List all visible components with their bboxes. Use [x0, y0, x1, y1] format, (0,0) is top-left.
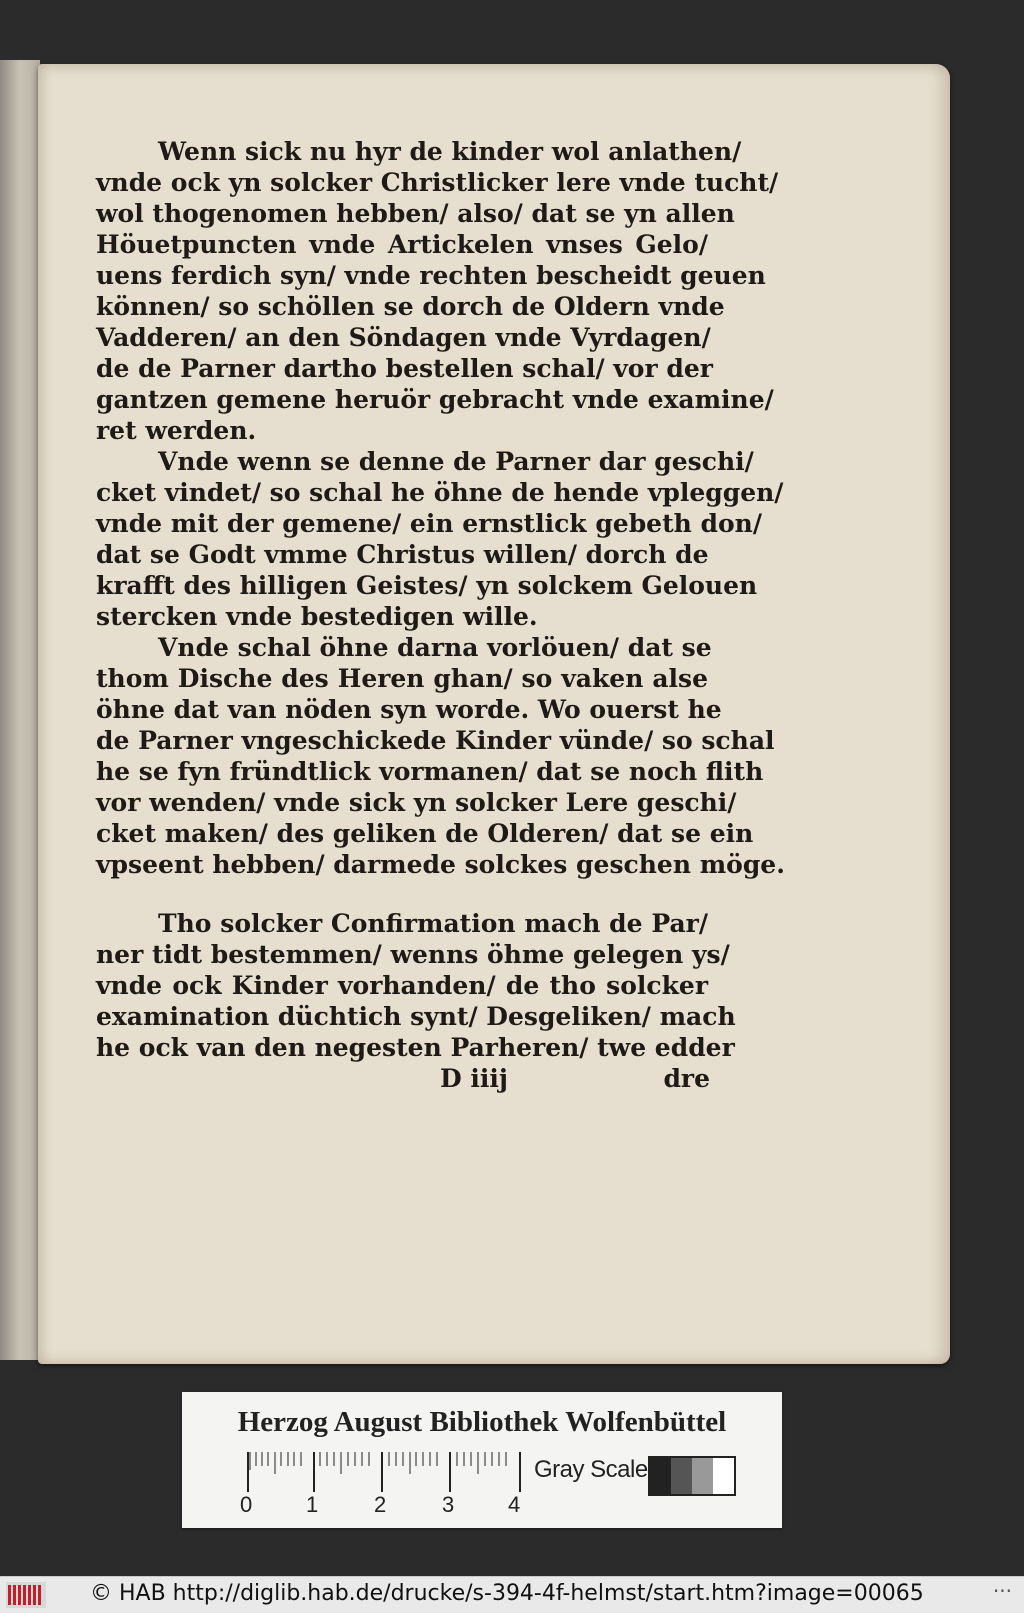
text-line: dat se Godt vmme Christus willen/ dorch de [96, 540, 709, 569]
gray-swatch [650, 1458, 671, 1494]
text-line: Tho solcker Confirmation mach de Par/ [158, 909, 708, 938]
ruler-number: 0 [240, 1492, 253, 1517]
page-text [96, 136, 785, 1063]
text-line: Wenn sick nu hyr de kinder wol anlathen/ [158, 137, 742, 166]
text-line: krafft des hilligen Geistes/ yn solckem Gelouen [96, 571, 758, 600]
text-line: ner tidt bestemmen/ wenns öhme gelegen ys/ [96, 940, 730, 969]
text-line: vor wenden/ vnde sick yn solcker Lere geschi/ [96, 788, 737, 817]
catchword: dre [663, 1064, 710, 1093]
paragraph-1 [96, 136, 779, 446]
source-url-link[interactable]: © HAB http://diglib.hab.de/drucke/s-394-4f-helmst/start.htm?image=00065 [90, 1581, 924, 1606]
hab-logo-icon [6, 1582, 46, 1608]
ruler-numbers [240, 1492, 540, 1518]
ruler-number: 4 [508, 1492, 521, 1517]
paragraph-2 [96, 446, 784, 632]
paragraph-4 [96, 908, 736, 1063]
text-line: vpseent hebben/ darmede solckes geschen möge. [96, 850, 785, 879]
text-line: he se fyn fründtlick vormanen/ dat se noch flith [96, 757, 764, 786]
text-line: he ock van den negesten Parheren/ twe edder [96, 1033, 735, 1062]
text-line: uens ferdich syn/ vnde rechten bescheidt geuen [96, 261, 766, 290]
paragraph-3 [96, 632, 785, 880]
text-line: cket maken/ des geliken de Olderen/ dat se ein [96, 819, 754, 848]
gray-swatch [692, 1458, 713, 1494]
gray-scale-swatches [648, 1456, 736, 1496]
text-line: cket vindet/ so schal he öhne de hende vpleggen/ [96, 478, 784, 507]
library-title: Herzog August Bibliothek Wolfenbüttel [237, 1406, 727, 1438]
text-line: wol thogenomen hebben/ also/ dat se yn allen [96, 199, 735, 228]
ruler-number: 1 [306, 1492, 319, 1517]
ruler-number: 3 [442, 1492, 455, 1517]
ruler-scale [248, 1452, 522, 1492]
text-line: Vnde wenn se denne de Parner dar geschi/ [158, 447, 754, 476]
text-line: Vadderen/ an den Söndagen vnde Vyrdagen/ [96, 323, 711, 352]
color-scale-card [182, 1392, 782, 1528]
page-footer [440, 1064, 710, 1095]
text-line: vnde ock yn solcker Christlicker lere vnde tucht/ [96, 168, 779, 197]
text-line: gantzen gemene heruör gebracht vnde examine/ [96, 385, 774, 414]
gray-swatch [671, 1458, 692, 1494]
gray-scale-label: Gray Scale [534, 1456, 648, 1483]
more-icon[interactable]: ··· [992, 1579, 1012, 1603]
gray-swatch [713, 1458, 734, 1494]
text-line: stercken vnde bestedigen wille. [96, 602, 538, 631]
text-line: examination düchtich synt/ Desgeliken/ mach [96, 1002, 736, 1031]
text-line: vnde mit der gemene/ ein ernstlick gebeth don/ [96, 509, 762, 538]
text-line: Höuetpuncten vnde Artickelen vnses Gelo/ [96, 230, 708, 259]
book-edge [0, 60, 40, 1360]
text-line: öhne dat van nöden syn worde. Wo ouerst he [96, 695, 722, 724]
text-line: ret werden. [96, 416, 257, 445]
status-bar [0, 1576, 1024, 1613]
text-line: thom Dische des Heren ghan/ so vaken alse [96, 664, 708, 693]
ruler-number: 2 [374, 1492, 387, 1517]
text-line: vnde ock Kinder vorhanden/ de tho solcker [96, 971, 708, 1000]
text-line: de Parner vngeschickede Kinder vünde/ so schal [96, 726, 775, 755]
text-line: de de Parner dartho bestellen schal/ vor der [96, 354, 713, 383]
signature-mark: D iiij [440, 1064, 508, 1093]
text-line: können/ so schöllen se dorch de Oldern vnde [96, 292, 725, 321]
text-line: Vnde schal öhne darna vorlöuen/ dat se [158, 633, 712, 662]
